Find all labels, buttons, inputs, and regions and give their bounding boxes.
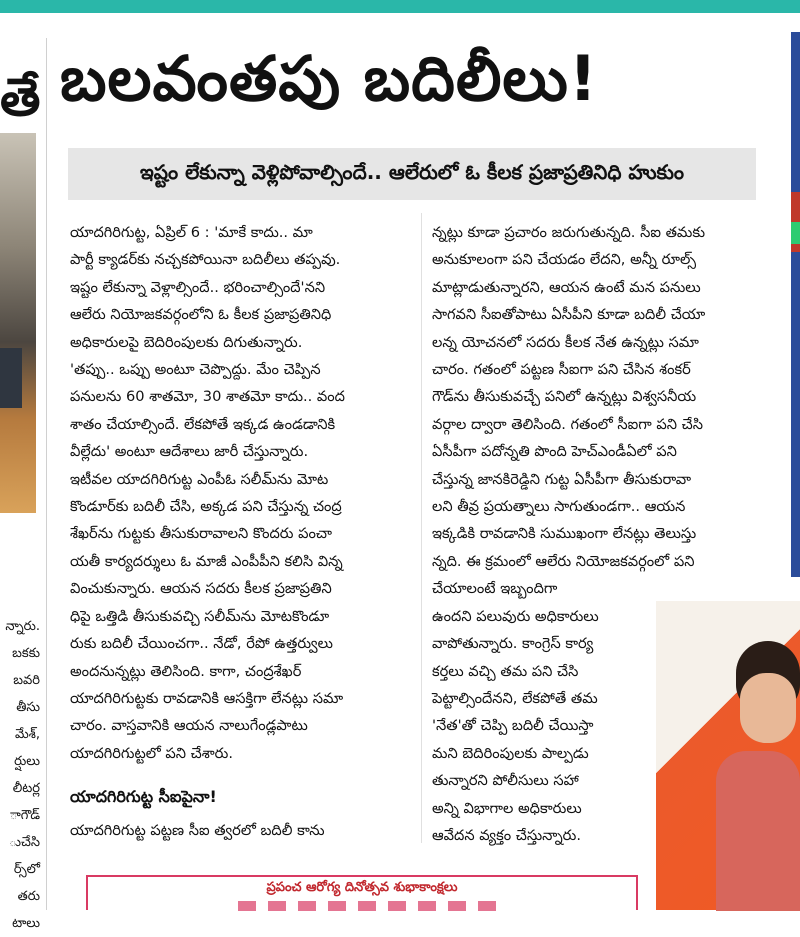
article-line: అన్ని విభాగాల అధికారులు (432, 799, 582, 817)
article-line: యాదగిరిగుట్ట పట్టణ సీఐ త్వరలో బదిలీ కాను (70, 821, 325, 839)
left-cutoff-line: ాగౌడ్ (9, 808, 40, 823)
article-headline: బలవంతపు బదిలీలు! (60, 42, 599, 115)
article-line: వర్గాల ద్వారా తెలిసింది. గతంలో సీఐగా పని చేసి (432, 415, 703, 433)
article-line: చారం. వాస్తవానికి ఆయన నాలుగేండ్లపాటు (70, 717, 308, 735)
column-divider (421, 213, 422, 843)
left-cutoff-line: ర్షులు (14, 754, 40, 769)
left-cutoff-headline: తే (0, 68, 41, 128)
article-line: న్నట్లు కూడా ప్రచారం జరుగుతున్నది. సీఐ తమకు (432, 224, 706, 241)
article-line: కర్తలు వచ్చి తమ పని చేసి (432, 662, 579, 680)
article-line: ధిపై ఒత్తిడి తీసుకువచ్చి సలీమ్‌ను మోటకొండూ (70, 607, 330, 625)
bottom-advertisement (86, 875, 638, 910)
left-cutoff-line: బవరి (13, 673, 40, 688)
left-cutoff-line: ుచేసి (8, 835, 40, 850)
article-line: యాదగిరిగుట్టలో పని చేశారు. (70, 744, 233, 762)
article-line: రుకు బదిలీ చేయించగా.. నేడో, రేపో ఉత్తర్వులు (70, 635, 333, 653)
article-subheadline: ఇష్టం లేకున్నా వెళ్లిపోవాల్సిందే.. ఆలేరులో ఓ కీలక ప్రజాప్రతినిధి హుకుం (139, 159, 685, 184)
article-line: తున్నారని పోలీసులు సహా (432, 772, 579, 790)
article-line: ఇటీవల యాదగిరిగుట్ట ఎంపీఓ సలీమ్‌ను మోట (70, 470, 329, 488)
bottom-advertisement-lettering (238, 901, 498, 911)
left-cutoff-article (0, 13, 41, 931)
left-cutoff-line: ర్స్‌లో (13, 862, 40, 877)
article-line: వాపోతున్నారు. కాంగ్రెస్ కార్య (432, 635, 594, 653)
left-cutoff-text (0, 613, 40, 937)
article-line: చేస్తున్న జానకిరెడ్డిని గుట్ట ఏసీపీగా తీసుకురావా (432, 470, 692, 488)
article-line: చారం. గతంలో పట్టణ సీఐగా పని చేసిన శంకర్ (432, 361, 691, 379)
article-line: ఆలేరు నియోజకవర్గంలోని ఓ కీలక ప్రజాప్రతినిధి (70, 306, 332, 324)
column-divider (46, 38, 47, 910)
article-line: సాగవని సీఐతోపాటు ఏసీపీని కూడా బదిలీ చేయా (432, 306, 706, 324)
article-line: గౌడ్‌ను తీసుకువచ్చే పనిలో ఉన్నట్లు విశ్వసనీయ (432, 388, 697, 406)
article-line: యాదగిరిగుట్టకు రావడానికి ఆసక్తిగా లేనట్లు సమా (70, 689, 344, 707)
article-line: ఏసీపీగా పదోన్నతి పొంది హెచ్ఎండీఏలో పని (432, 443, 677, 461)
article-subheadline-band (68, 148, 756, 200)
left-cutoff-line: తరు (17, 889, 40, 904)
article-line: పెట్టాల్సిందేనని, లేకపోతే తమ (432, 689, 598, 707)
article-subhead: యాదగిరిగుట్ట సీఐపైనా! (70, 787, 217, 807)
article-line: 'తప్పు.. ఒప్పు అంటూ చెప్పొద్దు. మేం చెప్పిన (70, 361, 321, 379)
article-line: మని బెదిరింపులకు పాల్పడు (432, 744, 589, 762)
bottom-advertisement-text: ప్రపంచ ఆరోగ్య దినోత్సవ శుభాకాంక్షలు (266, 880, 458, 895)
article-line: మాట్లాడుతున్నారని, ఆయన ఉంటే మన పనులు (432, 278, 701, 296)
article-line: వించుకున్నారు. ఆయన సదరు కీలక ప్రజాప్రతిని (70, 580, 332, 598)
left-cutoff-line: టాలు (12, 916, 40, 931)
article-line: శాతం చేయాల్సిందే. లేకపోతే ఇక్కడ ఉండడానికి (70, 415, 336, 433)
article-line: శేఖర్‌ను గుట్టకు తీసుకురావాలని కొందరు పంచా (70, 525, 332, 543)
article-column-1 (70, 219, 415, 844)
article-line: ఇష్టం లేకున్నా వెళ్లాల్సిందే.. భరించాల్సిందే'నని (70, 278, 326, 296)
left-cutoff-line: తీసు (16, 700, 40, 715)
left-cutoff-line: మేశ్, (14, 727, 40, 742)
article-line: లన్న యోచనలో సదరు కీలక నేత ఉన్నట్లు సమా (432, 333, 699, 351)
article-line: కొండూర్‌కు బదిలీ చేసి, అక్కడ పని చేస్తున్న చంద్ర (70, 498, 342, 516)
article-line: ఆవేదన వ్యక్తం చేస్తున్నారు. (432, 826, 581, 844)
left-cutoff-line: న్నారు. (5, 619, 40, 634)
article-line: యాదగిరిగుట్ట, ఏప్రిల్ 6 : 'మాకే కాదు.. మా (70, 224, 313, 241)
article-line: చేయాలంటే ఇబ్బందిగా (432, 580, 558, 598)
article-line: అధికారులపై బెదిరింపులకు దిగుతున్నారు. (70, 333, 303, 351)
article-line: అనుకూలంగా పని చేయడం లేదని, అన్నీ రూల్స్ (432, 251, 696, 269)
right-advertisement-photo (656, 601, 800, 910)
article-line: వీల్లేదు' అంటూ ఆదేశాలు జారీ చేస్తున్నారు. (70, 443, 309, 461)
article-line: అందనున్నట్లు తెలిసింది. కాగా, చంద్రశేఖర్ (70, 662, 302, 680)
article-line: యతీ కార్యదర్శులు ఓ మాజీ ఎంపీపీని కలిసి విన్న (70, 552, 343, 570)
article-line: పార్టీ క్యాడర్‌కు నచ్చకపోయినా బదిలీలు తప్పవు. (70, 251, 341, 269)
article-line: ఇక్కడికి రావడానికి సుముఖంగా లేనట్లు తెలుస్తు (432, 525, 697, 543)
left-cutoff-line: లీటర్ల (12, 781, 40, 796)
left-cutoff-photo (0, 133, 36, 513)
article-line: ఉందని పలువురు అధికారులు (432, 607, 599, 625)
right-advertisement-strip (791, 32, 800, 577)
article-line: న్నది. ఈ క్రమంలో ఆలేరు నియోజకవర్గంలో పని (432, 552, 695, 570)
page-top-color-band (0, 0, 800, 13)
article-line: 'నేత'తో చెప్పి బదిలీ చేయిస్తా (432, 717, 594, 735)
article-line: లని తీవ్ర ప్రయత్నాలు సాగుతుండగా.. ఆయన (432, 498, 686, 516)
article-line: పనులను 60 శాతమో, 30 శాతమో కాదు.. వంద (70, 388, 345, 406)
left-cutoff-line: బకకు (12, 646, 40, 661)
